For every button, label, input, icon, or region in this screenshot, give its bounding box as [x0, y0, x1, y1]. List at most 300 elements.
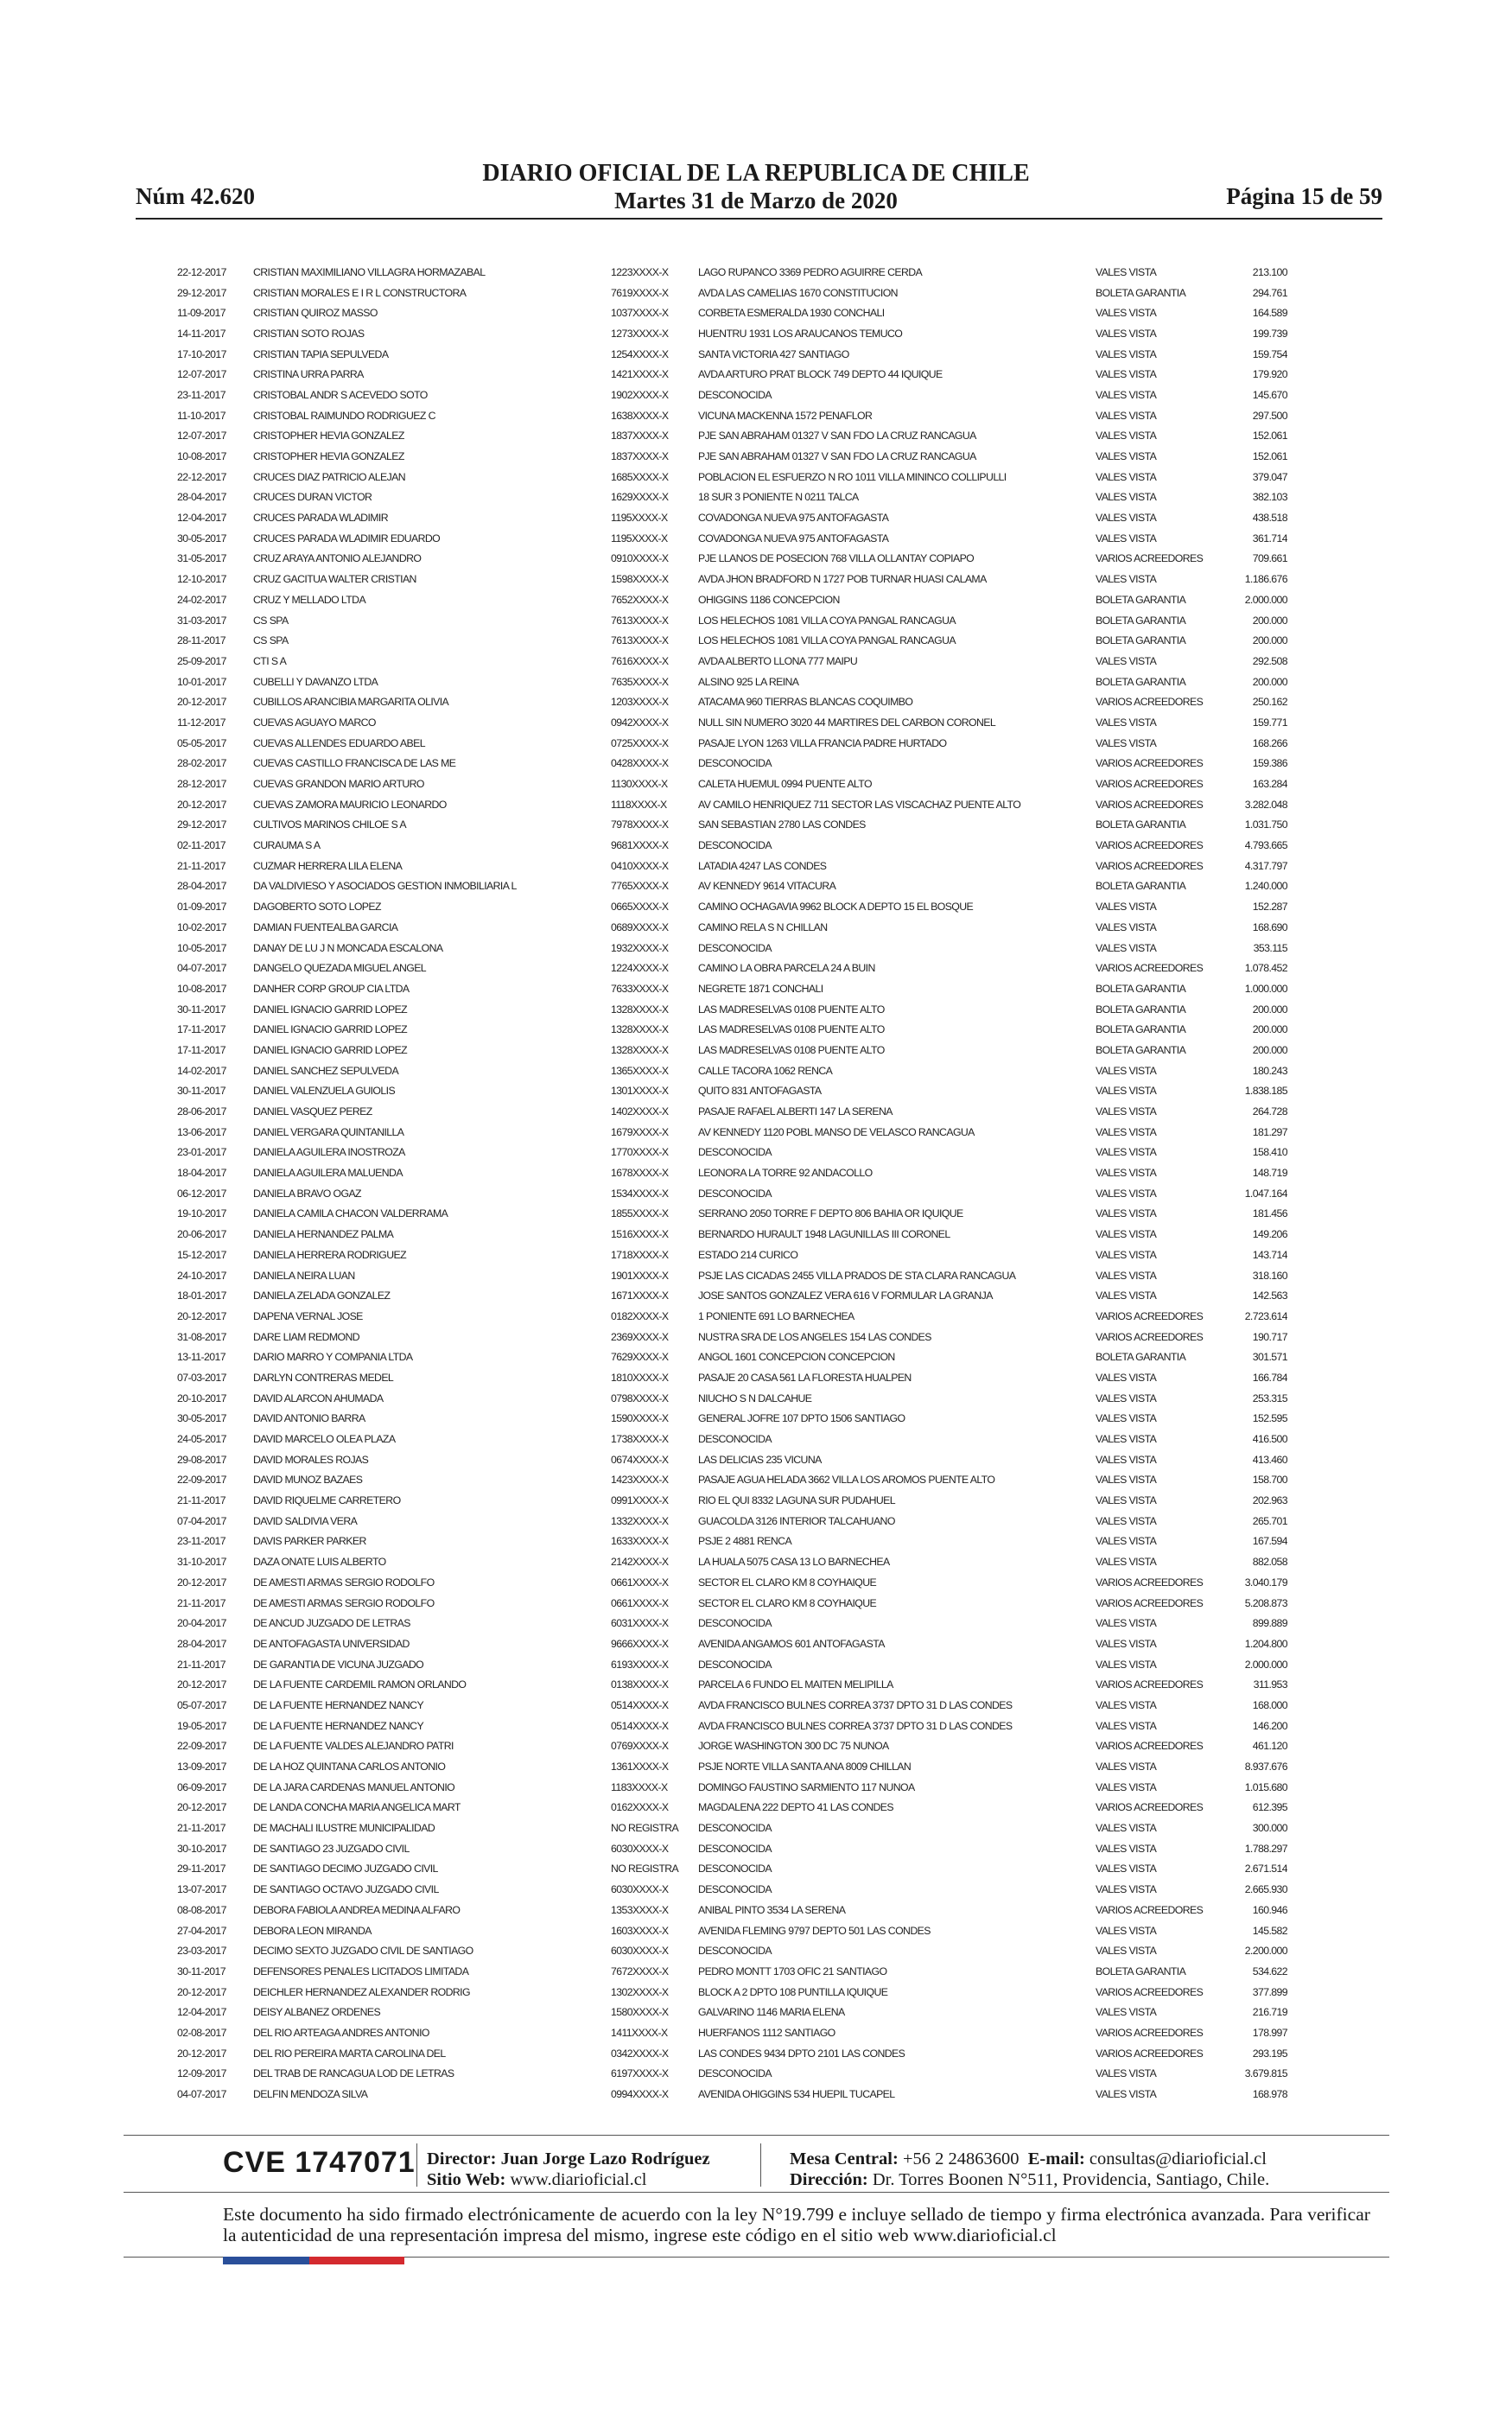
record-name: DEL TRAB DE RANCAGUA LOD DE LETRAS	[253, 2067, 454, 2080]
site-link[interactable]: www.diarioficial.cl	[510, 2170, 647, 2189]
record-name: DAVID MARCELO OLEA PLAZA	[253, 1433, 396, 1446]
record-date: 20-12-2017	[177, 1309, 226, 1322]
record-name: CRUZ GACITUA WALTER CRISTIAN	[253, 573, 416, 586]
record-rut: 0661XXXX-X	[611, 1596, 669, 1609]
record-amount: 168.266	[1252, 736, 1287, 749]
table-row	[177, 672, 1287, 692]
cve-code: CVE 1747071	[223, 2146, 416, 2179]
record-amount: 2.671.514	[1244, 1863, 1287, 1876]
record-amount: 142.563	[1252, 1290, 1287, 1302]
record-rut: 1328XXXX-X	[611, 1043, 669, 1056]
record-date: 10-08-2017	[177, 450, 226, 463]
record-rut: 2369XXXX-X	[611, 1330, 669, 1343]
record-type: VALES VISTA	[1096, 491, 1157, 504]
record-type: VALES VISTA	[1096, 1474, 1157, 1487]
record-address: PASAJE 20 CASA 561 LA FLORESTA HUALPEN	[698, 1371, 912, 1384]
table-row	[177, 1449, 1287, 1470]
record-rut: 1361XXXX-X	[611, 1761, 669, 1774]
record-date: 24-05-2017	[177, 1433, 226, 1446]
record-rut: 1633XXXX-X	[611, 1535, 669, 1548]
record-name: CS SPA	[253, 634, 289, 647]
record-type: VALES VISTA	[1096, 1453, 1157, 1466]
record-amount: 413.460	[1252, 1453, 1287, 1466]
record-type: BOLETA GARANTIA	[1096, 614, 1186, 627]
email-link[interactable]: consultas@diarioficial.cl	[1089, 2149, 1267, 2168]
record-date: 20-12-2017	[177, 1985, 226, 1998]
record-address: COVADONGA NUEVA 975 ANTOFAGASTA	[698, 532, 889, 544]
table-row	[177, 569, 1287, 589]
record-date: 21-11-2017	[177, 1494, 226, 1507]
record-amount: 159.771	[1252, 716, 1287, 729]
record-date: 28-02-2017	[177, 757, 226, 770]
record-address: RIO EL QUI 8332 LAGUNA SUR PUDAHUEL	[698, 1494, 895, 1507]
table-row	[177, 1982, 1287, 2003]
record-rut: 1516XXXX-X	[611, 1228, 669, 1241]
record-name: DAZA ONATE LUIS ALBERTO	[253, 1556, 386, 1569]
record-date: 28-04-2017	[177, 491, 226, 504]
record-address: PSJE NORTE VILLA SANTA ANA 8009 CHILLAN	[698, 1761, 912, 1774]
record-amount: 379.047	[1252, 470, 1287, 483]
record-type: VARIOS ACREEDORES	[1096, 1801, 1204, 1814]
record-name: CUBELLI Y DAVANZO LTDA	[253, 675, 378, 688]
record-address: 18 SUR 3 PONIENTE N 0211 TALCA	[698, 491, 859, 504]
record-date: 17-11-2017	[177, 1023, 226, 1036]
record-date: 20-12-2017	[177, 2047, 226, 2060]
record-rut: 7616XXXX-X	[611, 654, 669, 667]
record-amount: 200.000	[1252, 1023, 1287, 1036]
record-date: 30-11-2017	[177, 1965, 226, 1977]
record-address: PASAJE AGUA HELADA 3662 VILLA LOS AROMOS PUENTE ALTO	[698, 1474, 995, 1487]
record-type: VALES VISTA	[1096, 2006, 1157, 2019]
record-type: VALES VISTA	[1096, 1658, 1157, 1671]
record-address: PSJE 2 4881 RENCA	[698, 1535, 792, 1548]
record-amount: 164.589	[1252, 307, 1287, 320]
director-name: Juan Jorge Lazo Rodríguez	[500, 2149, 710, 2168]
record-address: DESCONOCIDA	[698, 839, 772, 852]
record-amount: 709.661	[1252, 552, 1287, 565]
record-address: JORGE WASHINGTON 300 DC 75 NUNOA	[698, 1740, 889, 1753]
record-amount: 159.386	[1252, 757, 1287, 770]
record-address: LAGO RUPANCO 3369 PEDRO AGUIRRE CERDA	[698, 265, 923, 278]
record-date: 27-04-2017	[177, 1924, 226, 1937]
record-date: 28-06-2017	[177, 1105, 226, 1118]
record-date: 10-02-2017	[177, 920, 226, 933]
table-row	[177, 1961, 1287, 1982]
record-date: 22-12-2017	[177, 265, 226, 278]
record-type: VARIOS ACREEDORES	[1096, 962, 1204, 975]
record-rut: 1837XXXX-X	[611, 430, 669, 443]
record-amount: 4.793.665	[1244, 839, 1287, 852]
record-name: DANIEL SANCHEZ SEPULVEDA	[253, 1064, 399, 1077]
record-date: 24-10-2017	[177, 1269, 226, 1282]
record-address: ANIBAL PINTO 3534 LA SERENA	[698, 1903, 846, 1916]
record-rut: 1423XXXX-X	[611, 1474, 669, 1487]
record-date: 17-10-2017	[177, 347, 226, 360]
record-rut: 1130XXXX-X	[611, 778, 668, 791]
record-name: DE ANCUD JUZGADO DE LETRAS	[253, 1617, 410, 1630]
record-type: BOLETA GARANTIA	[1096, 675, 1186, 688]
record-type: VALES VISTA	[1096, 941, 1157, 954]
record-rut: 1301XXXX-X	[611, 1085, 669, 1098]
record-address: AVENIDA OHIGGINS 534 HUEPIL TUCAPEL	[698, 2088, 895, 2101]
table-row	[177, 1122, 1287, 1143]
record-type: VARIOS ACREEDORES	[1096, 757, 1204, 770]
record-name: DE SANTIAGO OCTAVO JUZGADO CIVIL	[253, 1883, 439, 1896]
record-type: VALES VISTA	[1096, 901, 1157, 914]
record-name: DECIMO SEXTO JUZGADO CIVIL DE SANTIAGO	[253, 1945, 473, 1958]
record-name: CRISTOPHER HEVIA GONZALEZ	[253, 450, 404, 463]
record-name: DAVID MUNOZ BAZAES	[253, 1474, 363, 1487]
record-type: BOLETA GARANTIA	[1096, 982, 1186, 995]
phone-email-line	[790, 2149, 1269, 2169]
record-address: DESCONOCIDA	[698, 388, 772, 401]
record-name: CRUCES DURAN VICTOR	[253, 491, 372, 504]
record-rut: 6193XXXX-X	[611, 1658, 669, 1671]
record-name: CURAUMA S A	[253, 839, 321, 852]
record-date: 24-02-2017	[177, 593, 226, 606]
record-amount: 1.047.164	[1244, 1187, 1287, 1200]
record-rut: 1671XXXX-X	[611, 1290, 669, 1302]
record-type: VALES VISTA	[1096, 1883, 1157, 1896]
record-type: VALES VISTA	[1096, 573, 1157, 586]
record-name: DEISY ALBANEZ ORDENES	[253, 2006, 381, 2019]
record-rut: 1837XXXX-X	[611, 450, 669, 463]
record-type: VARIOS ACREEDORES	[1096, 1330, 1204, 1343]
table-row	[177, 467, 1287, 487]
record-date: 04-07-2017	[177, 962, 226, 975]
record-date: 10-01-2017	[177, 675, 226, 688]
table-row	[177, 917, 1287, 938]
record-type: VALES VISTA	[1096, 409, 1157, 422]
record-rut: 1932XXXX-X	[611, 941, 669, 954]
record-address: OHIGGINS 1186 CONCEPCION	[698, 593, 840, 606]
record-address: PSJE LAS CICADAS 2455 VILLA PRADOS DE STA CLARA RANCAGUA	[698, 1269, 1016, 1282]
record-rut: 0428XXXX-X	[611, 757, 669, 770]
record-name: DANIEL VERGARA QUINTANILLA	[253, 1125, 404, 1138]
record-amount: 2.723.614	[1244, 1309, 1287, 1322]
record-address: DESCONOCIDA	[698, 941, 772, 954]
record-type: VALES VISTA	[1096, 920, 1157, 933]
record-amount: 146.200	[1252, 1719, 1287, 1732]
record-date: 21-11-2017	[177, 1658, 226, 1671]
record-address: DESCONOCIDA	[698, 2067, 772, 2080]
table-row	[177, 364, 1287, 385]
record-date: 13-11-2017	[177, 1351, 226, 1364]
record-amount: 2.665.930	[1244, 1883, 1287, 1896]
record-rut: 1679XXXX-X	[611, 1125, 669, 1138]
record-date: 29-11-2017	[177, 1863, 226, 1876]
record-type: VALES VISTA	[1096, 1228, 1157, 1241]
record-amount: 416.500	[1252, 1433, 1287, 1446]
table-row	[177, 1306, 1287, 1327]
record-date: 17-11-2017	[177, 1043, 226, 1056]
record-rut: 0665XXXX-X	[611, 901, 669, 914]
table-row	[177, 528, 1287, 549]
table-row	[177, 1429, 1287, 1449]
record-rut: 0991XXXX-X	[611, 1494, 669, 1507]
record-name: CRISTOBAL RAIMUNDO RODRIGUEZ C	[253, 409, 435, 422]
record-rut: 6030XXXX-X	[611, 1883, 669, 1896]
table-row	[177, 1040, 1287, 1060]
record-amount: 200.000	[1252, 675, 1287, 688]
record-amount: 3.679.815	[1244, 2067, 1287, 2080]
record-address: LAS MADRESELVAS 0108 PUENTE ALTO	[698, 1023, 885, 1036]
table-row	[177, 610, 1287, 631]
record-date: 05-05-2017	[177, 736, 226, 749]
record-type: VALES VISTA	[1096, 430, 1157, 443]
record-name: DE ANTOFAGASTA UNIVERSIDAD	[253, 1637, 410, 1650]
record-rut: 6030XXXX-X	[611, 1945, 669, 1958]
table-row	[177, 1940, 1287, 1961]
record-address: ATACAMA 960 TIERRAS BLANCAS COQUIMBO	[698, 696, 913, 709]
record-amount: 163.284	[1252, 778, 1287, 791]
record-type: VALES VISTA	[1096, 716, 1157, 729]
record-amount: 461.120	[1252, 1740, 1287, 1753]
record-rut: 1223XXXX-X	[611, 265, 669, 278]
record-name: DANIELA AGUILERA INOSTROZA	[253, 1146, 405, 1159]
record-name: CTI S A	[253, 654, 287, 667]
record-type: VALES VISTA	[1096, 388, 1157, 401]
record-type: VARIOS ACREEDORES	[1096, 1903, 1204, 1916]
record-name: DEICHLER HERNANDEZ ALEXANDER RODRIG	[253, 1985, 470, 1998]
record-date: 22-12-2017	[177, 470, 226, 483]
record-type: VALES VISTA	[1096, 2067, 1157, 2080]
record-address: SANTA VICTORIA 427 SANTIAGO	[698, 347, 849, 360]
record-date: 21-11-2017	[177, 1822, 226, 1835]
record-date: 10-08-2017	[177, 982, 226, 995]
table-row	[177, 835, 1287, 856]
record-type: VALES VISTA	[1096, 532, 1157, 544]
record-amount: 213.100	[1252, 265, 1287, 278]
record-type: VALES VISTA	[1096, 1945, 1157, 1958]
record-name: DE AMESTI ARMAS SERGIO RODOLFO	[253, 1576, 435, 1589]
record-type: VARIOS ACREEDORES	[1096, 778, 1204, 791]
table-row	[177, 1409, 1287, 1430]
record-address: LOS HELECHOS 1081 VILLA COYA PANGAL RANCAGUA	[698, 634, 956, 647]
record-amount: 167.594	[1252, 1535, 1287, 1548]
record-date: 30-05-2017	[177, 1412, 226, 1425]
record-date: 07-03-2017	[177, 1371, 226, 1384]
table-row	[177, 1879, 1287, 1900]
record-address: CALETA HUEMUL 0994 PUENTE ALTO	[698, 778, 872, 791]
record-address: DESCONOCIDA	[698, 1187, 772, 1200]
record-amount: 297.500	[1252, 409, 1287, 422]
record-address: QUITO 831 ANTOFAGASTA	[698, 1085, 822, 1098]
table-row	[177, 774, 1287, 794]
record-name: CRISTOPHER HEVIA GONZALEZ	[253, 430, 404, 443]
address-value: Dr. Torres Boonen N°511, Providencia, Santiago, Chile.	[872, 2170, 1270, 2189]
record-name: DE MACHALI ILUSTRE MUNICIPALIDAD	[253, 1822, 435, 1835]
record-amount: 2.200.000	[1244, 1945, 1287, 1958]
record-rut: 7652XXXX-X	[611, 593, 669, 606]
record-rut: 1810XXXX-X	[611, 1371, 669, 1384]
record-amount: 292.508	[1252, 654, 1287, 667]
record-amount: 145.670	[1252, 388, 1287, 401]
record-amount: 377.899	[1252, 1985, 1287, 1998]
record-date: 14-02-2017	[177, 1064, 226, 1077]
record-date: 20-12-2017	[177, 798, 226, 811]
record-date: 13-06-2017	[177, 1125, 226, 1138]
table-row	[177, 1695, 1287, 1716]
record-date: 30-10-2017	[177, 1842, 226, 1855]
record-date: 19-05-2017	[177, 1719, 226, 1732]
record-address: DESCONOCIDA	[698, 1146, 772, 1159]
table-row	[177, 1511, 1287, 1532]
record-rut: 1254XXXX-X	[611, 347, 669, 360]
record-date: 28-04-2017	[177, 1637, 226, 1650]
record-name: DE LA FUENTE HERNANDEZ NANCY	[253, 1719, 424, 1732]
record-address: DESCONOCIDA	[698, 1822, 772, 1835]
record-name: CRISTIAN SOTO ROJAS	[253, 327, 365, 340]
table-row	[177, 283, 1287, 303]
record-rut: 1118XXXX-X	[611, 798, 667, 811]
record-rut: 1770XXXX-X	[611, 1146, 669, 1159]
record-amount: 149.206	[1252, 1228, 1287, 1241]
record-address: PASAJE RAFAEL ALBERTI 147 LA SERENA	[698, 1105, 893, 1118]
record-type: VALES VISTA	[1096, 265, 1157, 278]
record-address: CALLE TACORA 1062 RENCA	[698, 1064, 833, 1077]
record-address: BLOCK A 2 DPTO 108 PUNTILLA IQUIQUE	[698, 1985, 888, 1998]
record-amount: 250.162	[1252, 696, 1287, 709]
table-row	[177, 1634, 1287, 1654]
record-type: BOLETA GARANTIA	[1096, 818, 1186, 831]
record-amount: 3.040.179	[1244, 1576, 1287, 1589]
record-rut: 6031XXXX-X	[611, 1617, 669, 1630]
record-amount: 612.395	[1252, 1801, 1287, 1814]
record-amount: 145.582	[1252, 1924, 1287, 1937]
record-rut: 1638XXXX-X	[611, 409, 669, 422]
record-address: MAGDALENA 222 DEPTO 41 LAS CONDES	[698, 1801, 894, 1814]
record-name: CRUCES PARADA WLADIMIR EDUARDO	[253, 532, 441, 544]
record-date: 20-12-2017	[177, 1576, 226, 1589]
record-date: 12-07-2017	[177, 430, 226, 443]
record-amount: 160.946	[1252, 1903, 1287, 1916]
record-name: DANIELA NEIRA LUAN	[253, 1269, 355, 1282]
record-address: AVDA FRANCISCO BULNES CORREA 3737 DPTO 31 D LAS CONDES	[698, 1719, 1013, 1732]
record-type: VALES VISTA	[1096, 1637, 1157, 1650]
record-date: 08-08-2017	[177, 1903, 226, 1916]
record-rut: 1855XXXX-X	[611, 1207, 669, 1220]
record-address: AVENIDA FLEMING 9797 DEPTO 501 LAS CONDES	[698, 1924, 931, 1937]
record-rut: 1203XXXX-X	[611, 696, 669, 709]
record-address: NULL SIN NUMERO 3020 44 MARTIRES DEL CARBON CORONEL	[698, 716, 996, 729]
record-address: JOSE SANTOS GONZALEZ VERA 616 V FORMULAR LA GRANJA	[698, 1290, 993, 1302]
record-type: VALES VISTA	[1096, 1187, 1157, 1200]
record-date: 28-11-2017	[177, 634, 226, 647]
table-row	[177, 1818, 1287, 1838]
record-address: PJE SAN ABRAHAM 01327 V SAN FDO LA CRUZ RANCAGUA	[698, 450, 976, 463]
record-rut: 7613XXXX-X	[611, 614, 669, 627]
record-date: 18-04-2017	[177, 1167, 226, 1180]
record-type: VALES VISTA	[1096, 736, 1157, 749]
record-amount: 168.978	[1252, 2088, 1287, 2101]
table-row	[177, 1593, 1287, 1614]
record-name: CS SPA	[253, 614, 289, 627]
record-address: PJE LLANOS DE POSECION 768 VILLA OLLANTAY COPIAPO	[698, 552, 975, 565]
record-amount: 3.282.048	[1244, 798, 1287, 811]
record-amount: 159.754	[1252, 347, 1287, 360]
record-type: VALES VISTA	[1096, 1269, 1157, 1282]
table-row	[177, 1347, 1287, 1367]
record-address: DESCONOCIDA	[698, 757, 772, 770]
record-date: 05-07-2017	[177, 1698, 226, 1711]
table-row	[177, 405, 1287, 426]
record-rut: 1738XXXX-X	[611, 1433, 669, 1446]
record-name: DAVID RIQUELME CARRETERO	[253, 1494, 401, 1507]
table-row	[177, 712, 1287, 733]
record-name: DAVID ALARCON AHUMADA	[253, 1392, 384, 1404]
record-rut: 0342XXXX-X	[611, 2047, 669, 2060]
record-rut: 7672XXXX-X	[611, 1965, 669, 1977]
record-amount: 152.595	[1252, 1412, 1287, 1425]
record-type: VARIOS ACREEDORES	[1096, 2047, 1204, 2060]
record-address: PJE SAN ABRAHAM 01327 V SAN FDO LA CRUZ RANCAGUA	[698, 430, 976, 443]
table-row	[177, 1736, 1287, 1757]
record-date: 30-11-2017	[177, 1003, 226, 1016]
record-type: BOLETA GARANTIA	[1096, 880, 1186, 893]
record-name: DEFENSORES PENALES LICITADOS LIMITADA	[253, 1965, 469, 1977]
table-row	[177, 1101, 1287, 1122]
record-date: 15-12-2017	[177, 1248, 226, 1261]
record-type: VARIOS ACREEDORES	[1096, 1740, 1204, 1753]
record-amount: 264.728	[1252, 1105, 1287, 1118]
mesa-phone: +56 2 24863600	[902, 2149, 1020, 2168]
record-date: 12-09-2017	[177, 2067, 226, 2080]
table-row	[177, 1900, 1287, 1920]
record-name: DAMIAN FUENTEALBA GARCIA	[253, 920, 398, 933]
record-address: CORBETA ESMERALDA 1930 CONCHALI	[698, 307, 885, 320]
table-row	[177, 446, 1287, 467]
table-row	[177, 938, 1287, 958]
record-type: VARIOS ACREEDORES	[1096, 1985, 1204, 1998]
record-address: HUENTRU 1931 LOS ARAUCANOS TEMUCO	[698, 327, 903, 340]
record-rut: 1183XXXX-X	[611, 1780, 668, 1793]
record-type: VALES VISTA	[1096, 470, 1157, 483]
record-amount: 1.000.000	[1244, 982, 1287, 995]
record-address: POBLACION EL ESFUERZO N RO 1011 VILLA MININCO COLLIPULLI	[698, 470, 1007, 483]
record-amount: 300.000	[1252, 1822, 1287, 1835]
record-rut: 6030XXXX-X	[611, 1842, 669, 1855]
record-rut: 6197XXXX-X	[611, 2067, 669, 2080]
record-address: 1 PONIENTE 691 LO BARNECHEA	[698, 1309, 854, 1322]
record-amount: 353.115	[1253, 941, 1287, 954]
record-type: VALES VISTA	[1096, 307, 1157, 320]
table-row	[177, 1367, 1287, 1388]
record-address: LEONORA LA TORRE 92 ANDACOLLO	[698, 1167, 873, 1180]
record-type: BOLETA GARANTIA	[1096, 593, 1186, 606]
record-name: DE SANTIAGO 23 JUZGADO CIVIL	[253, 1842, 410, 1855]
record-date: 29-08-2017	[177, 1453, 226, 1466]
director-line	[427, 2149, 710, 2169]
record-type: VALES VISTA	[1096, 327, 1157, 340]
record-rut: 1365XXXX-X	[611, 1064, 669, 1077]
record-rut: 2142XXXX-X	[611, 1556, 669, 1569]
record-rut: 0769XXXX-X	[611, 1740, 669, 1753]
record-name: DE LA JARA CARDENAS MANUEL ANTONIO	[253, 1780, 455, 1793]
record-name: DEBORA FABIOLA ANDREA MEDINA ALFARO	[253, 1903, 461, 1916]
record-date: 20-12-2017	[177, 1801, 226, 1814]
record-rut: 0162XXXX-X	[611, 1801, 669, 1814]
record-date: 18-01-2017	[177, 1290, 226, 1302]
table-row	[177, 1716, 1287, 1736]
record-date: 07-04-2017	[177, 1514, 226, 1527]
table-row	[177, 589, 1287, 610]
record-address: LATADIA 4247 LAS CONDES	[698, 859, 827, 872]
record-address: ESTADO 214 CURICO	[698, 1248, 798, 1261]
record-amount: 293.195	[1252, 2047, 1287, 2060]
record-date: 11-09-2017	[177, 307, 226, 320]
director-label: Director:	[427, 2149, 497, 2168]
